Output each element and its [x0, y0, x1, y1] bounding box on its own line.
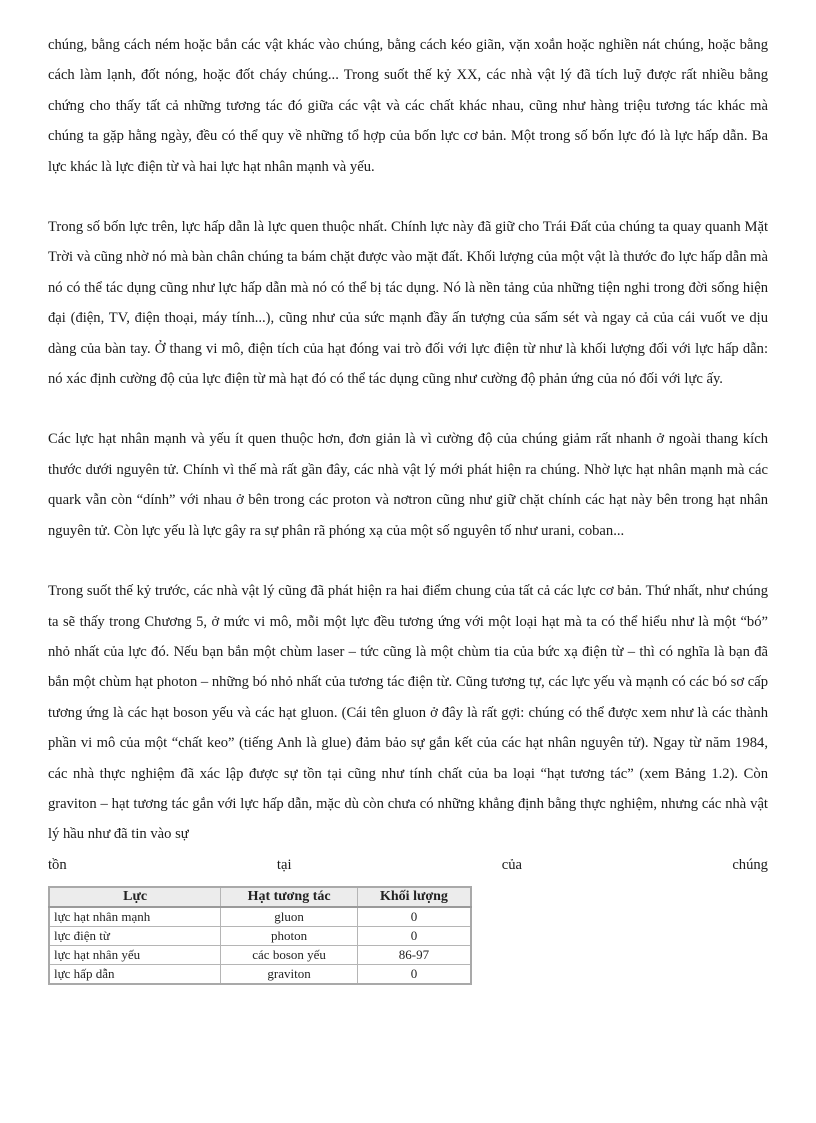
paragraph-3: Các lực hạt nhân mạnh và yếu ít quen thuộc hơn, đơn giản là vì cường độ của chúng giảm rất nhanh ở ngoài thang kích thước dưới nguyên tử. Chính vì thế mà rất gần đây, các nhà vật lý mới phát hiện ra chúng. Nhờ lực hạt nhân mạnh mà các quark vẫn còn “dính” với nhau ở bên trong các proton và nơtron cũng như giữ chặt chính các hạt này bên trong hạt nhân nguyên tử. Còn lực yếu là lực gây ra sự phân rã phóng xạ của một số nguyên tố như urani, coban... [48, 431, 768, 539]
word: tại [276, 856, 292, 873]
table-row [49, 926, 471, 945]
cell-mass: 86-97 [357, 945, 471, 964]
justified-last-line [48, 850, 768, 880]
word: chúng [732, 856, 768, 873]
cell-particle: các boson yếu [221, 945, 358, 964]
cell-force: lực hấp dẫn [49, 964, 221, 984]
cell-mass: 0 [357, 907, 471, 927]
header-particle: Hạt tương tác [221, 887, 358, 907]
cell-mass: 0 [357, 964, 471, 984]
table-row [49, 964, 471, 984]
cell-mass: 0 [357, 926, 471, 945]
cell-force: lực hạt nhân yếu [49, 945, 221, 964]
cell-particle: graviton [221, 964, 358, 984]
forces-table [48, 886, 472, 985]
cell-particle: photon [221, 926, 358, 945]
table-row [49, 945, 471, 964]
word: của [501, 856, 523, 873]
forces-table-wrapper [48, 886, 768, 985]
paragraph-2: Trong số bốn lực trên, lực hấp dẫn là lực quen thuộc nhất. Chính lực này đã giữ cho Trái Đất của chúng ta quay quanh Mặt Trời và cũng nhờ nó mà bàn chân chúng ta bám chặt được vào mặt đất. Khối lượng của một vật là thước đo lực hấp dẫn mà nó có thể tác dụng cũng như lực hấp dẫn mà nó có thể bị tác dụng. Nó là nền tảng của những tiện nghi trong đời sống hiện đại (điện, TV, điện thoại, máy tính...), cũng như của sức mạnh đầy ấn tượng của sấm sét và ngay cả của cái vuốt ve dịu dàng của bàn tay. Ở thang vi mô, điện tích của hạt đóng vai trò đối với lực điện từ như là khối lượng đối với lực hấp dẫn: nó xác định cường độ của lực điện từ mà hạt đó có thể tác dụng cũng như cường độ phản ứng của nó đối với lực ấy. [48, 219, 768, 388]
header-force: Lực [49, 887, 221, 907]
table-row [49, 907, 471, 927]
paragraph-1: chúng, bằng cách ném hoặc bắn các vật khác vào chúng, bằng cách kéo giãn, vặn xoắn hoặc nghiền nát chúng, hoặc bằng cách làm lạnh, đốt nóng, hoặc đốt cháy chúng... Trong suốt thế kỷ XX, các nhà vật lý đã tích luỹ được rất nhiều bằng chứng cho thấy tất cả những tương tác đó giữa các vật và các chất khác nhau, cũng như hàng triệu tương tác khác mà chúng ta gặp hằng ngày, đều có thể quy về những tổ hợp của bốn lực cơ bản. Một trong số bốn lực đó là lực hấp dẫn. Ba lực khác là lực điện từ và hai lực hạt nhân mạnh và yếu. [48, 37, 768, 175]
paragraph-4: Trong suốt thế kỷ trước, các nhà vật lý cũng đã phát hiện ra hai điểm chung của tất cả các lực cơ bản. Thứ nhất, như chúng ta sẽ thấy trong Chương 5, ở mức vi mô, mỗi một lực đều tương ứng với một loại hạt mà ta có thể hiểu như là một “bó” nhỏ nhất của lực đó. Nếu bạn bắn một chùm laser – tức cũng là một chùm tia của bức xạ điện từ – thì có nghĩa là bạn đã bắn một chùm hạt photon – những bó nhỏ nhất của tương tác điện từ. Cũng tương tự, các lực yếu và mạnh có các bó sơ cấp tương ứng là các hạt boson yếu và các hạt gluon. (Cái tên gluon ở đây là rất gợi: chúng có thể được xem như là các thành phần vi mô của một “chất keo” (tiếng Anh là glue) đảm bảo sự gắn kết của các hạt nhân nguyên tử). Ngay từ năm 1984, các nhà thực nghiệm đã xác lập được sự tồn tại cũng như tính chất của ba loại “hạt tương tác” (xem Bảng 1.2). Còn graviton – hạt tương tác gắn với lực hấp dẫn, mặc dù còn chưa có những khẳng định bằng thực nghiệm, nhưng các nhà vật lý hầu như đã tin vào sự [48, 583, 768, 843]
header-mass: Khối lượng [357, 887, 471, 907]
document-page [48, 30, 768, 985]
cell-particle: gluon [221, 907, 358, 927]
cell-force: lực điện từ [49, 926, 221, 945]
cell-force: lực hạt nhân mạnh [49, 907, 221, 927]
word: tồn [48, 856, 67, 873]
table-header-row [49, 887, 471, 907]
